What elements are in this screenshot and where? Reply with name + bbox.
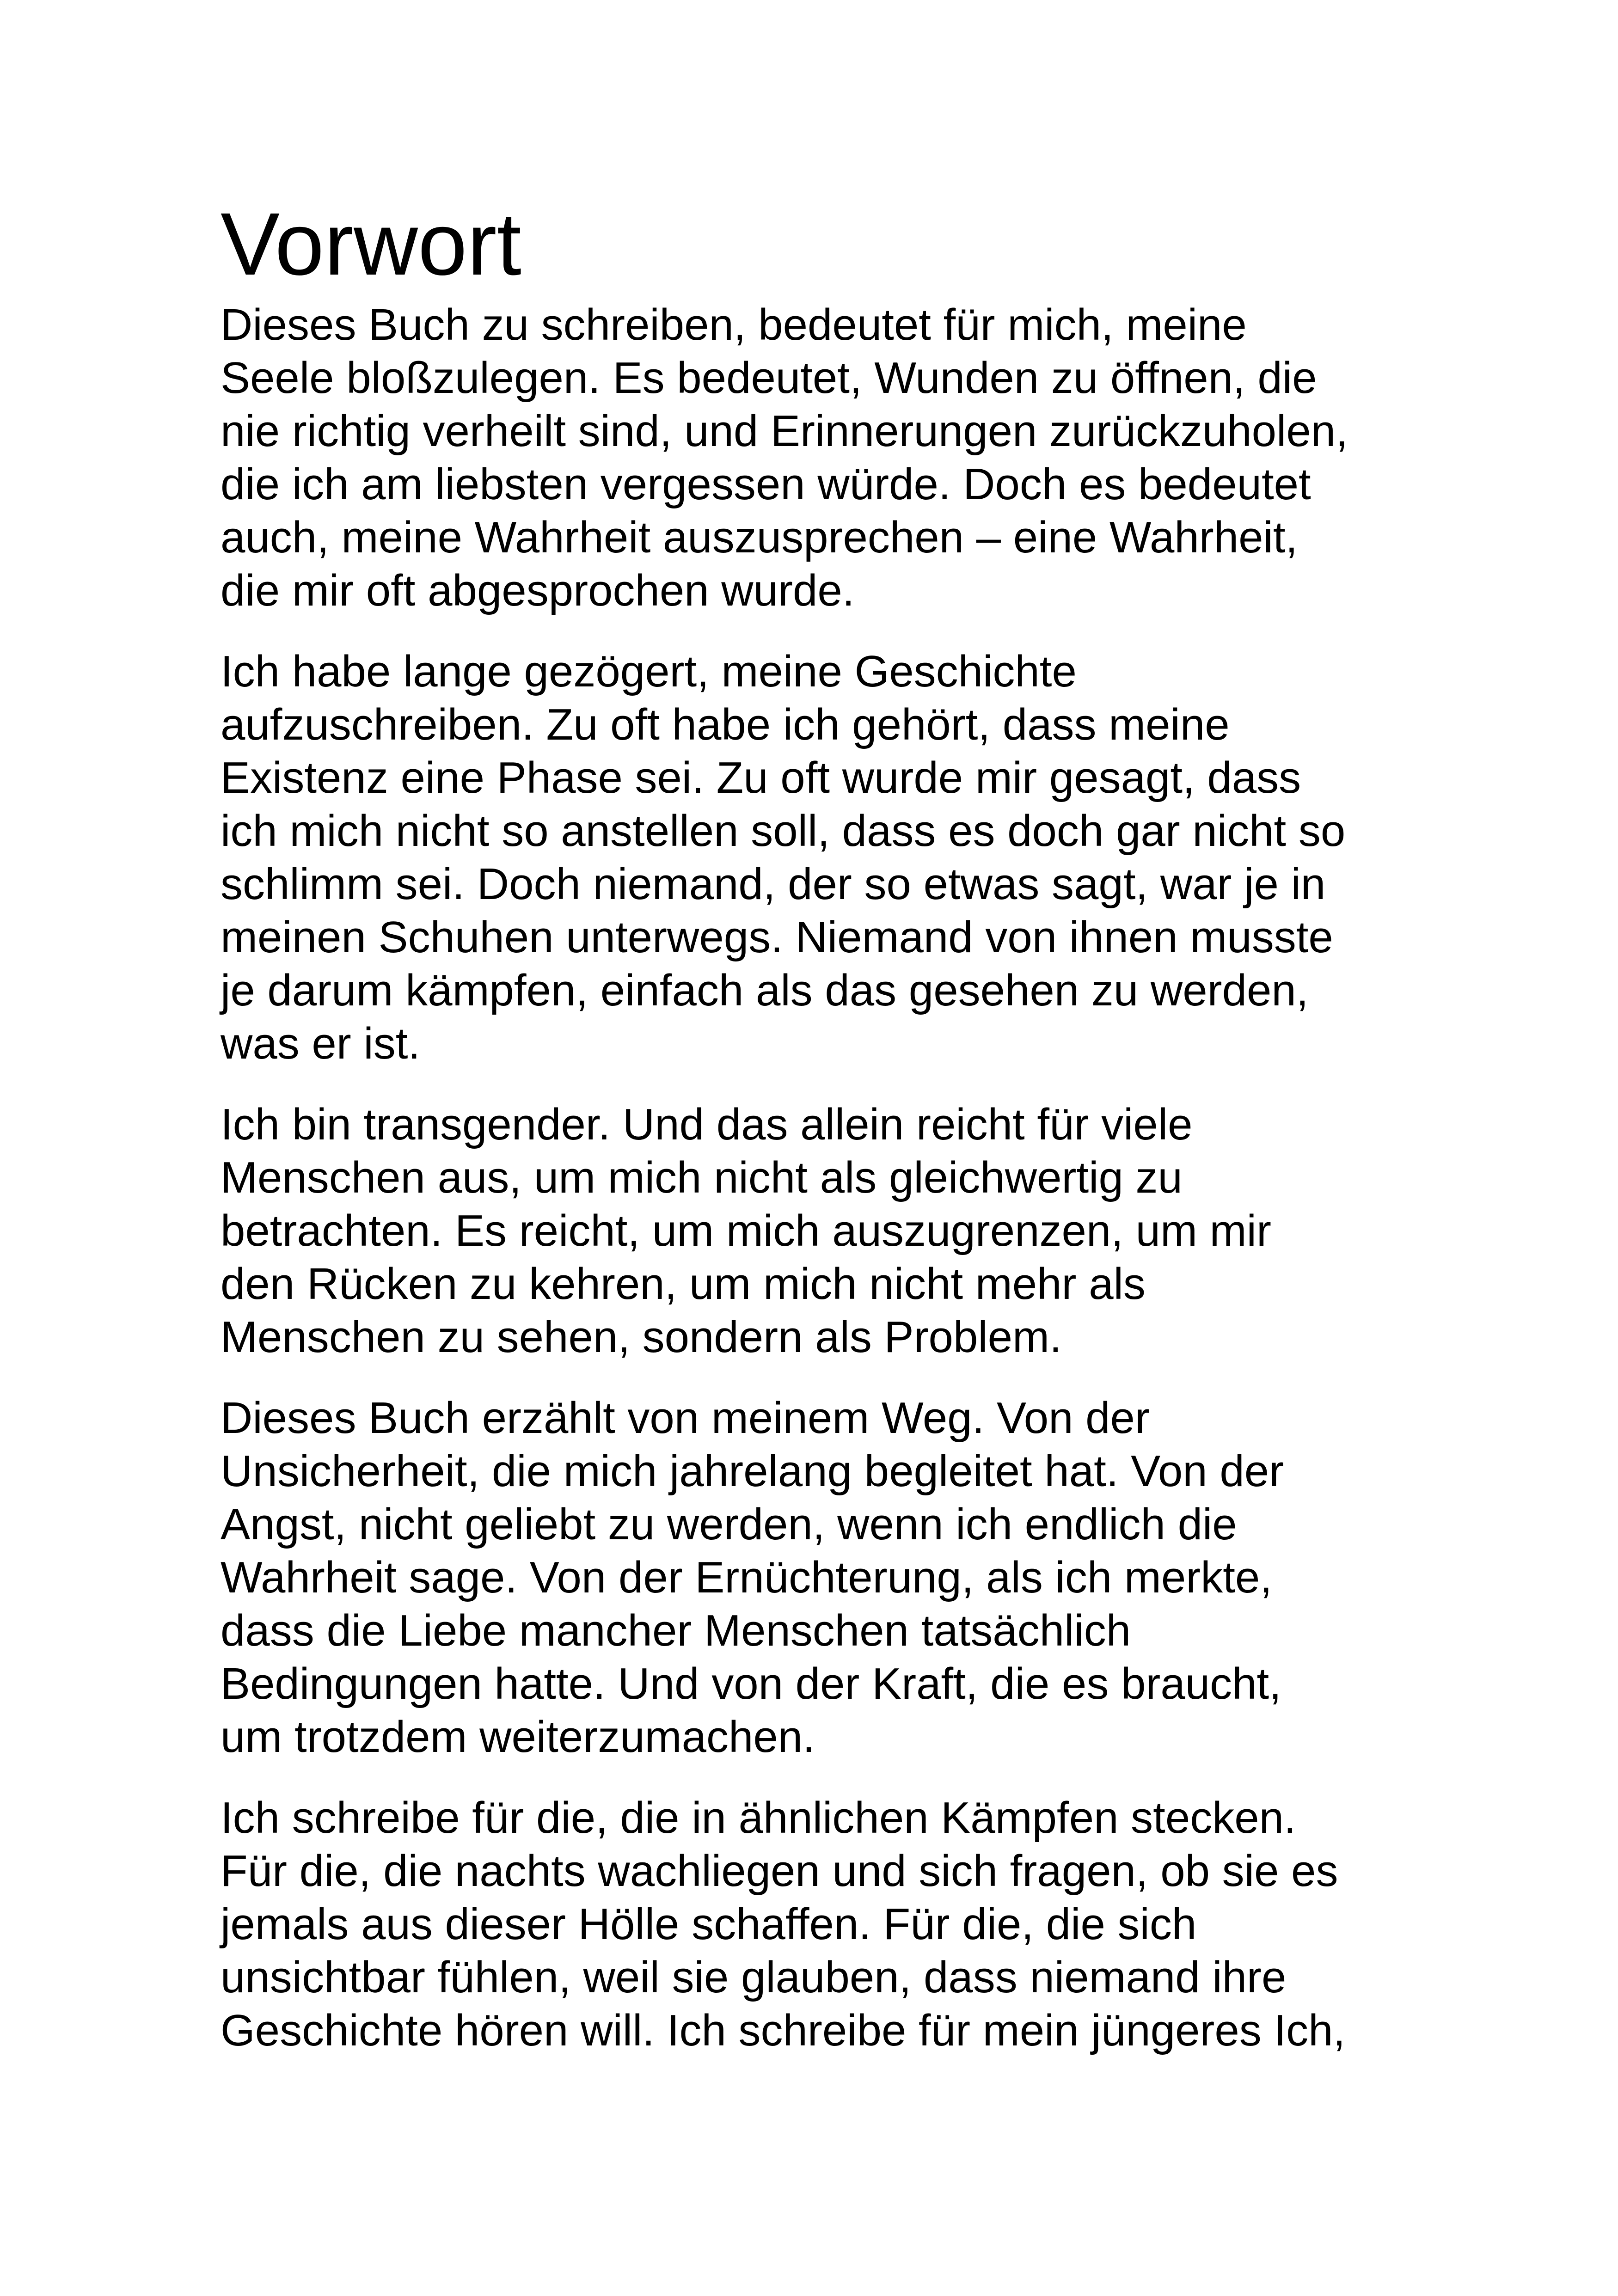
paragraph <box>221 298 1469 617</box>
text-line: Dieses Buch zu schreiben, bedeutet für mich, meine <box>221 300 1247 349</box>
text-line: nie richtig verheilt sind, und Erinnerungen zurückzuholen, <box>221 406 1348 456</box>
text-line: Seele bloßzulegen. Es bedeutet, Wunden zu öffnen, die <box>221 353 1317 403</box>
text-line: Bedingungen hatte. Und von der Kraft, die es braucht, <box>221 1659 1281 1708</box>
text-line: Menschen zu sehen, sondern als Problem. <box>221 1312 1062 1362</box>
text-line: aufzuschreiben. Zu oft habe ich gehört, dass meine <box>221 700 1230 749</box>
paragraph <box>221 1791 1469 2057</box>
text-line: ich mich nicht so anstellen soll, dass es doch gar nicht so <box>221 806 1346 856</box>
text-line: die ich am liebsten vergessen würde. Doch es bedeutet <box>221 459 1311 509</box>
text-line: Existenz eine Phase sei. Zu oft wurde mir gesagt, dass <box>221 753 1301 802</box>
paragraph <box>221 1391 1469 1763</box>
text-line: Ich schreibe für die, die in ähnlichen Kämpfen stecken. <box>221 1793 1296 1843</box>
text-line: Geschichte hören will. Ich schreibe für mein jüngeres Ich, <box>221 2006 1346 2055</box>
text-line: unsichtbar fühlen, weil sie glauben, dass niemand ihre <box>221 1953 1287 2002</box>
text-line: Wahrheit sage. Von der Ernüchterung, als ich merkte, <box>221 1553 1272 1602</box>
text-line: betrachten. Es reicht, um mich auszugrenzen, um mir <box>221 1206 1271 1255</box>
text-line: Ich bin transgender. Und das allein reicht für viele <box>221 1100 1193 1149</box>
text-line: jemals aus dieser Hölle schaffen. Für die, die sich <box>221 1899 1197 1949</box>
text-line: je darum kämpfen, einfach als das gesehen zu werden, <box>221 966 1309 1015</box>
text-line: Menschen aus, um mich nicht als gleichwertig zu <box>221 1153 1183 1202</box>
text-line: schlimm sei. Doch niemand, der so etwas sagt, war je in <box>221 859 1326 909</box>
text-line: Unsicherheit, die mich jahrelang begleitet hat. Von der <box>221 1446 1284 1496</box>
text-line: den Rücken zu kehren, um mich nicht mehr als <box>221 1259 1146 1309</box>
text-line: Ich habe lange gezögert, meine Geschichte <box>221 647 1077 696</box>
text-line: dass die Liebe mancher Menschen tatsächlich <box>221 1606 1131 1655</box>
text-line: um trotzdem weiterzumachen. <box>221 1712 815 1762</box>
paragraph <box>221 1098 1469 1364</box>
text-line: die mir oft abgesprochen wurde. <box>221 566 855 615</box>
text-line: Dieses Buch erzählt von meinem Weg. Von der <box>221 1393 1150 1443</box>
text-line: meinen Schuhen unterwegs. Niemand von ihnen musste <box>221 912 1333 962</box>
text-line: auch, meine Wahrheit auszusprechen – eine Wahrheit, <box>221 513 1298 562</box>
text-line: Für die, die nachts wachliegen und sich fragen, ob sie es <box>221 1846 1338 1896</box>
document-body <box>221 194 1469 2085</box>
text-line: Angst, nicht geliebt zu werden, wenn ich endlich die <box>221 1500 1237 1549</box>
paragraph <box>221 645 1469 1070</box>
text-line: was er ist. <box>221 1019 421 1068</box>
section-heading: Vorwort <box>221 194 521 294</box>
